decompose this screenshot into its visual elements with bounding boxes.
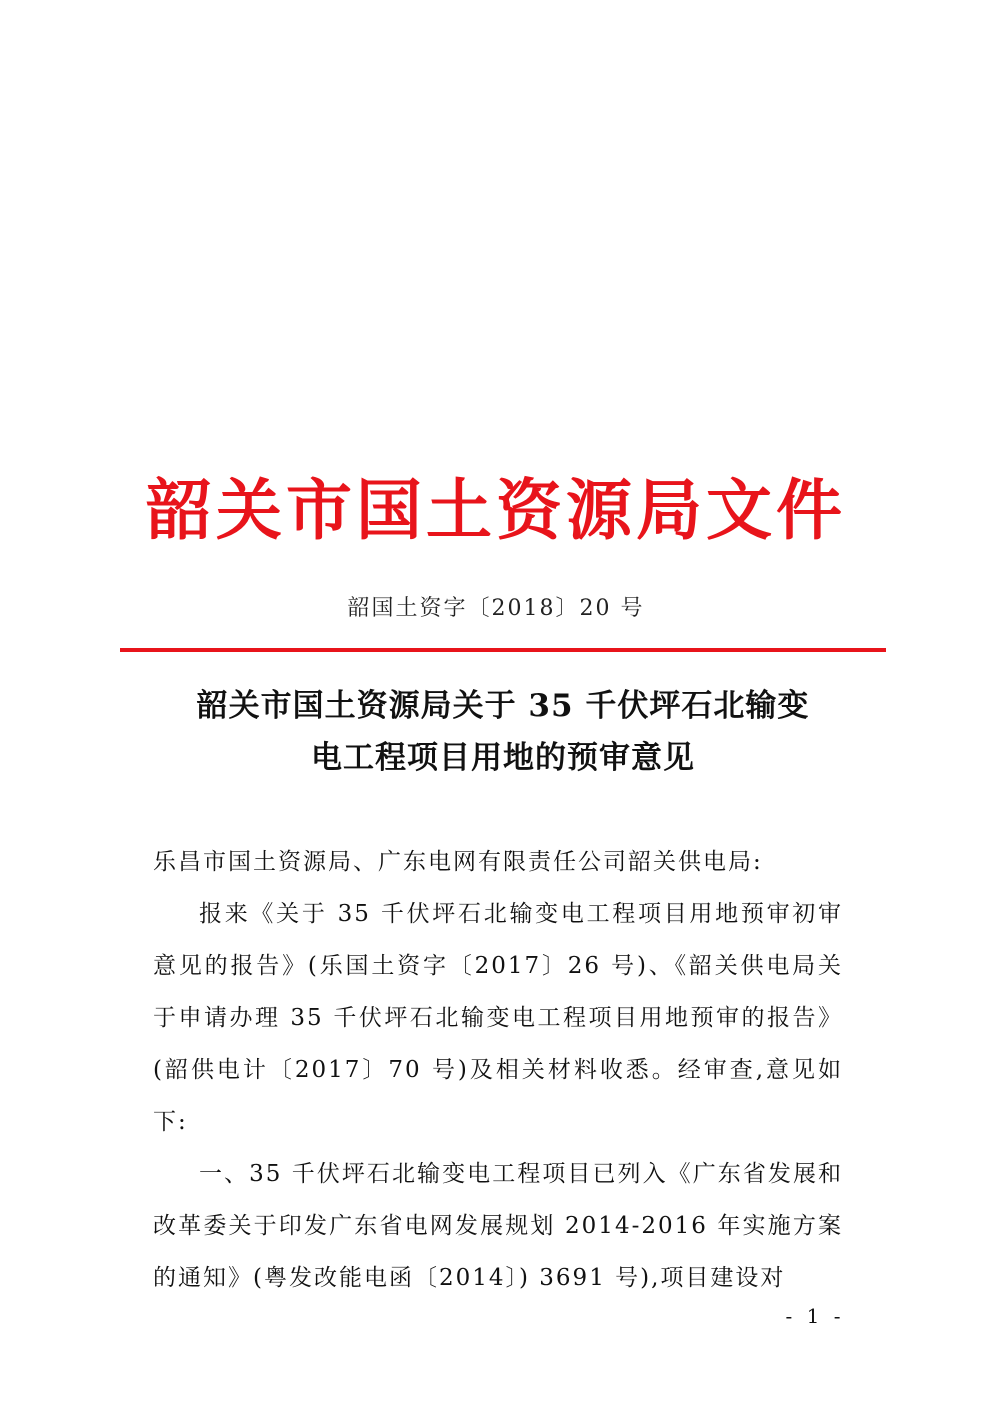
body-paragraph-1: 报来《关于 35 千伏坪石北输变电工程项目用地预审初审意见的报告》(乐国土资字〔2017〕26 号)、《韶关供电局关于申请办理 35 千伏坪石北输变电工程项目用地预审的报告》(韶供电计〔2017〕70 号)及相关材料收悉。经审查,意见如下: xyxy=(153,901,843,1135)
body-paragraph-2: 一、35 千伏坪石北输变电工程项目已列入《广东省发展和改革委关于印发广东省电网发展规划 2014-2016 年实施方案的通知》(粤发改能电函〔2014〕) 3691 号),项目建设对 xyxy=(153,1161,843,1291)
addressee-line: 乐昌市国土资源局、广东电网有限责任公司韶关供电局: xyxy=(153,849,763,875)
red-divider-line xyxy=(120,648,886,652)
subject-line-1: 韶关市国土资源局关于 35 千伏坪石北输变 xyxy=(196,688,810,724)
page-number: - 1 - xyxy=(785,1304,845,1328)
document-number: 韶国土资字〔2018〕20 号 xyxy=(347,596,645,621)
document-subject xyxy=(120,680,886,784)
subject-line-2: 电工程项目用地的预审意见 xyxy=(311,740,695,776)
document-body xyxy=(153,836,843,1304)
document-header-title: 韶关市国土资源局文件 xyxy=(146,471,846,549)
